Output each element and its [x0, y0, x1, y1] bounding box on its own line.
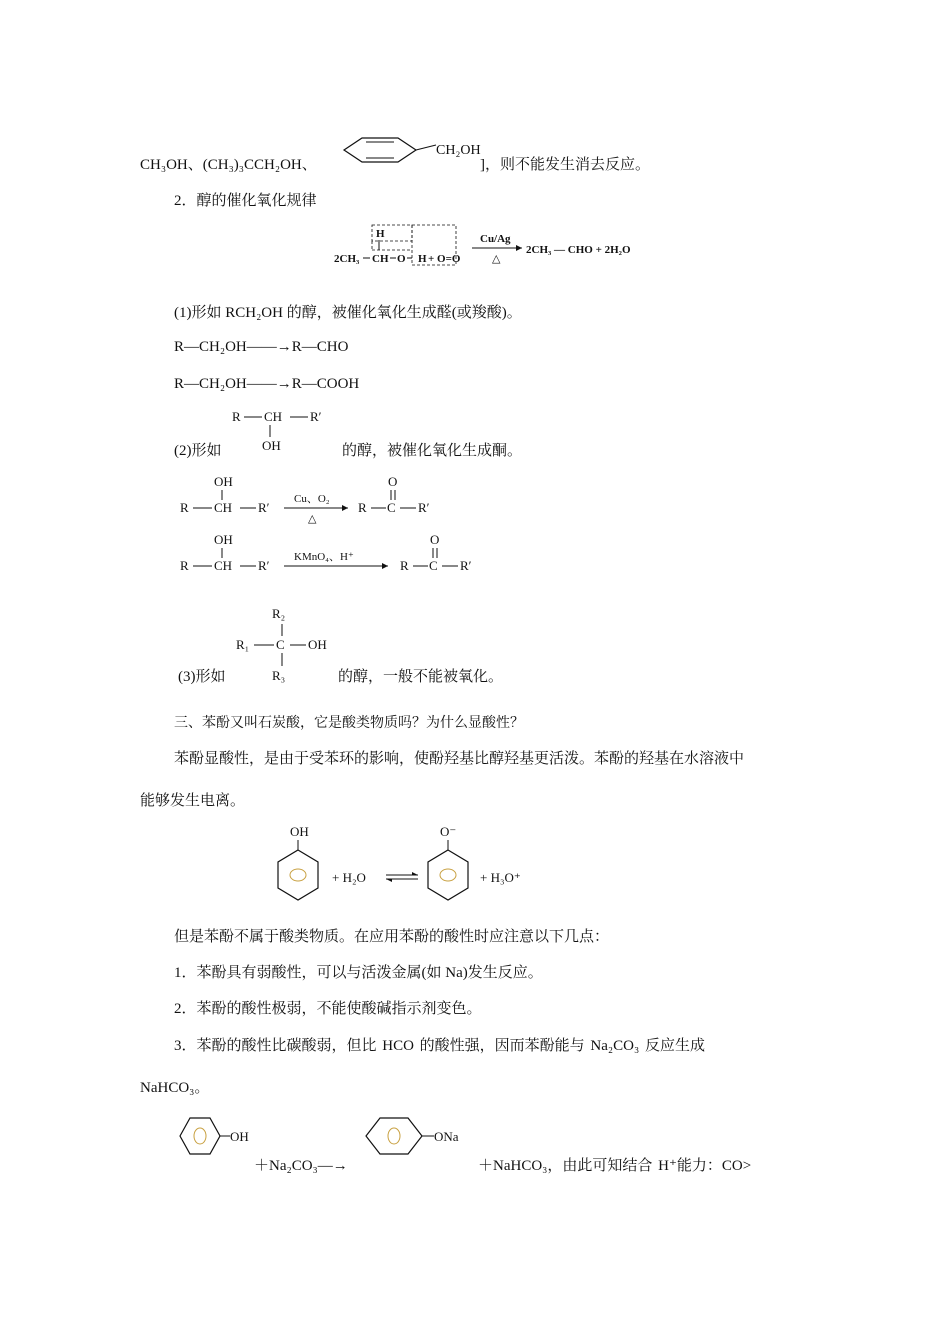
svg-text:R′: R′ — [310, 409, 322, 424]
eq-right: 2CH₃ — CHO + 2H₂O — [526, 244, 631, 256]
phenol-para-1a: 苯酚显酸性，是由于受苯环的影响，使酚羟基比醇羟基更活泼。苯酚的羟基在水溶液中 — [174, 751, 745, 767]
eq-left: 2CH₃ — [334, 253, 360, 265]
svg-text:OH: OH — [214, 474, 233, 489]
point-1: 1．苯酚具有弱酸性，可以与活泼金属(如 Na)发生反应。 — [174, 965, 543, 981]
bracket: ] — [480, 157, 485, 173]
cond-cu-o2: Cu、O₂ — [294, 493, 330, 505]
svg-text:O⁻: O⁻ — [440, 824, 457, 839]
sodium-phenoxide-structure — [362, 1110, 472, 1162]
reaction-aldehyde: R—CH₂OH——→R—CHO — [174, 339, 349, 355]
svg-text:C: C — [276, 637, 285, 652]
svg-text:OH: OH — [308, 637, 327, 652]
svg-text:C: C — [387, 500, 396, 515]
alcohol-list-text — [140, 153, 317, 174]
rule-2-suffix: 的醇，被催化氧化生成酮。 — [342, 443, 523, 459]
svg-text:CH: CH — [264, 409, 283, 424]
svg-text:OH: OH — [262, 438, 281, 453]
benzyl-alcohol-structure — [336, 130, 486, 174]
svg-text:△: △ — [308, 513, 317, 525]
svg-text:CH: CH — [214, 500, 233, 515]
phenol-ionization-equation — [268, 820, 558, 905]
section-title-oxidation: 2．醇的催化氧化规律 — [174, 193, 317, 209]
svg-text:R′: R′ — [460, 558, 472, 573]
final-eq-mid: ＋Na₂CO₃—→ — [254, 1158, 348, 1174]
cond-delta: △ — [492, 253, 501, 265]
alcohol-list-prefix: CH₃OH、(CH₃)₃CCH₂OH、 — [140, 157, 317, 173]
rule-2-prefix: (2)形如 — [174, 443, 222, 459]
eq-ch: CH — [372, 253, 389, 265]
eq-h-mid: H — [418, 253, 427, 265]
svg-text:CH: CH — [214, 558, 233, 573]
svg-text:R₂: R₂ — [272, 606, 286, 621]
svg-text:R′: R′ — [418, 500, 430, 515]
tertiary-alcohol-structure — [232, 600, 352, 685]
reaction-acid: R—CH₂OH——→R—COOH — [174, 376, 360, 392]
section-heading-phenol: 三、苯酚又叫石炭酸，它是酸类物质吗？为什么显酸性？ — [174, 715, 524, 731]
svg-text:OH: OH — [290, 824, 309, 839]
ketone-reaction-cu — [176, 470, 456, 525]
cond-kmno4: KMnO₄、H⁺ — [294, 551, 354, 563]
eq-o: O — [397, 253, 406, 265]
rule-1-text: (1)形如 RCH₂OH 的醇，被催化氧化生成醛(或羧酸)。 — [174, 305, 522, 321]
svg-text:R₁: R₁ — [236, 637, 250, 652]
rule-3-prefix: (3)形如 — [178, 669, 226, 685]
svg-text:OH: OH — [214, 532, 233, 547]
ketone-reaction-kmno4 — [176, 528, 496, 583]
svg-text:R₃: R₃ — [272, 668, 286, 683]
point-3b: NaHCO₃。 — [140, 1080, 210, 1096]
rule-3-suffix: 的醇，一般不能被氧化。 — [338, 669, 504, 685]
svg-text:ONa: ONa — [434, 1129, 459, 1144]
point-2: 2．苯酚的酸性极弱，不能使酸碱指示剂变色。 — [174, 1001, 482, 1017]
point-3a: 3．苯酚的酸性比碳酸弱，但比 HCO 的酸性强，因而苯酚能与 Na₂CO₃ 反应生成 — [174, 1038, 705, 1054]
svg-text:+ H₃O⁺: + H₃O⁺ — [480, 870, 521, 885]
no-elimination-text: ，则不能发生消去反应。 — [485, 157, 651, 173]
cond-cuag: Cu/Ag — [480, 233, 511, 245]
svg-text:OH: OH — [230, 1129, 249, 1144]
svg-text:+ H₂O: + H₂O — [332, 870, 366, 885]
phenol-structure — [176, 1110, 266, 1162]
svg-text:R: R — [180, 500, 189, 515]
svg-text:R′: R′ — [258, 558, 270, 573]
h-top: H — [376, 228, 385, 240]
phenol-para-2: 但是苯酚不属于酸类物质。在应用苯酚的酸性时应注意以下几点： — [174, 929, 610, 945]
secondary-alcohol-structure — [228, 405, 338, 455]
svg-text:R′: R′ — [258, 500, 270, 515]
ethanol-oxidation-equation — [330, 222, 670, 272]
svg-text:R: R — [232, 409, 241, 424]
benzyl-ch2oh-label: CH₂OH — [436, 143, 481, 158]
phenol-para-1b: 能够发生电离。 — [140, 793, 246, 809]
svg-text:C: C — [429, 558, 438, 573]
eq-o2: + O=O — [428, 253, 461, 265]
alcohol-list-suffix — [480, 153, 650, 174]
svg-text:R: R — [180, 558, 189, 573]
svg-text:O: O — [430, 532, 440, 547]
svg-text:R: R — [400, 558, 409, 573]
svg-text:R: R — [358, 500, 367, 515]
final-eq-tail: ＋NaHCO₃，由此可知结合 H⁺能力：CO> — [478, 1158, 752, 1174]
svg-text:O: O — [388, 474, 398, 489]
